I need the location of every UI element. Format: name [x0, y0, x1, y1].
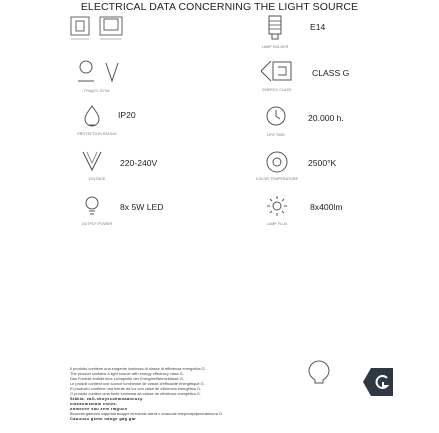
energy-statement-line: Il prodotto contiene una sorgente luminosa di classe di efficienza energetica G. [70, 366, 206, 371]
energy-statement-line: zraeaumsmam cnnzs. [70, 401, 118, 407]
energy-statement-line: O produto contém uma fonte luminosa da classe de eficiência energética G. [70, 391, 201, 397]
water-drop-icon [82, 104, 102, 128]
spec-caption: VOLTAGE [88, 177, 106, 181]
spec-caption: COLOR TEMPERATURE [255, 177, 299, 181]
spec-value: 20.000 h. [308, 113, 344, 123]
spec-value: 2500°K [308, 158, 337, 168]
spec-caption: LAMP HOLDER [261, 45, 289, 49]
spec-value: 8x400lm [310, 202, 343, 212]
lamp-holder-icon [265, 14, 285, 42]
spec-item-energy-class [200, 59, 439, 104]
bulb-icon [82, 194, 102, 218]
spec-item-life-time [200, 104, 439, 149]
spec-item-voltage [0, 149, 200, 194]
lamp-flux-icon [265, 194, 289, 218]
spec-caption: LAMP FLUX [266, 222, 288, 226]
dimensions-icon [70, 16, 124, 44]
energy-statement-line: Le produit contient une source lumineuse de classe d'efficacité énergétique G. [70, 381, 205, 387]
energy-statement-block [70, 366, 370, 422]
spec-caption: ГРАДУС ЛУЧА [84, 89, 110, 93]
spec-item-output-power [0, 194, 200, 239]
spec-item-color-temperature [200, 149, 439, 194]
energy-statement-line: Cauuusu gemn nange gag gar [70, 416, 137, 422]
spec-item-beam-angle [0, 59, 200, 104]
spec-item-dimensions [0, 14, 200, 59]
energy-statement-line: Das Produkt enthält eine Lichtquelle der Energieeffizienzklasse G. [70, 376, 184, 382]
spec-value: IP20 [118, 110, 136, 120]
spec-value: CLASS G [312, 68, 350, 78]
energy-statement-line: El producto contiene una fuente de luz con clase de eficiencia energética G. [70, 386, 202, 392]
energy-class-icon [258, 59, 294, 85]
spec-item-protection-rating [0, 104, 200, 149]
spec-caption: OUTPUT POWER [81, 222, 113, 226]
color-temperature-icon [264, 149, 290, 175]
spec-value: 8x 5W LED [120, 202, 164, 212]
spec-caption: ENERGY CLASS [262, 88, 292, 92]
spec-caption: LIFE TIME [266, 133, 285, 137]
spec-caption: PROTECTION RATING [77, 132, 117, 136]
energy-statement-line: onmecee sau zem rmgucn [70, 406, 128, 412]
energy-statement-line: The product contains a light source with energy efficiency class G. [70, 371, 184, 377]
page-title: ELECTRICAL DATA CONCERNING THE LIGHT SOURCE [80, 1, 359, 13]
spec-grid [0, 14, 439, 244]
spec-value: E14 [310, 22, 326, 32]
energy-statement-line: Stäkla. zalt-nkoyxcokmoaancozy. [70, 396, 144, 402]
spec-item-lamp-flux [200, 194, 439, 239]
beam-angle-icon [74, 59, 124, 87]
spec-value: 220-240V [120, 158, 158, 168]
voltage-icon [80, 149, 104, 173]
energy-statement-line: Всостав данного изделия входит источник света с классом энергоэффективности G. [70, 411, 224, 417]
spec-item-lamp-holder [200, 14, 439, 59]
clock-icon [264, 104, 288, 130]
